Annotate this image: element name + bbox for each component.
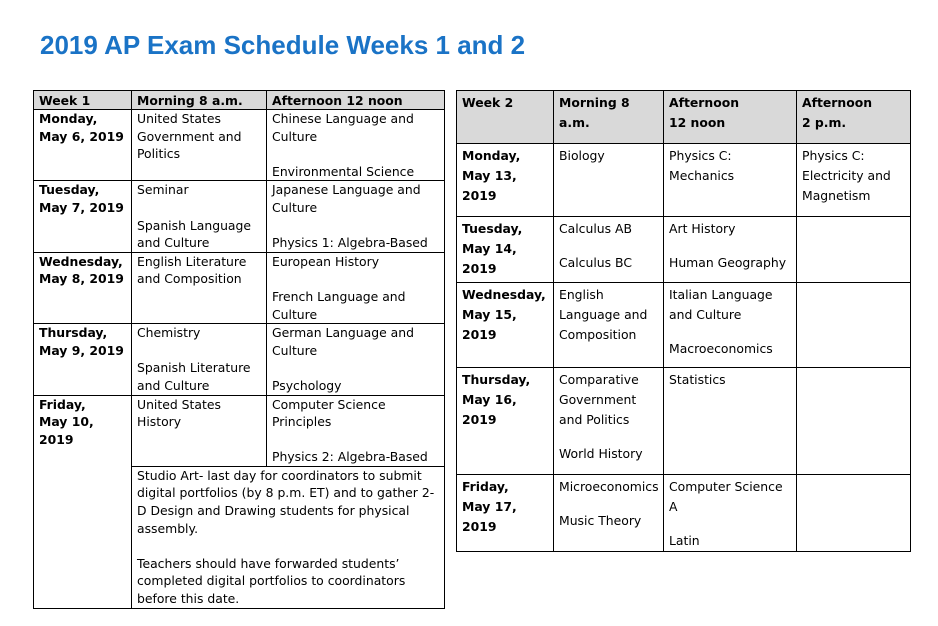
exam-name: Computer Science Principles (272, 396, 386, 430)
afternoon-cell (267, 181, 445, 252)
morning-cell (554, 475, 664, 552)
note-text: Studio Art- last day for coordinators to submit digital portfolios (by 8 p.m. ET) and to gather 2-D Design and Drawing students for physical assembly. (137, 467, 435, 536)
exam-name: Statistics (669, 372, 726, 387)
day-label: Tuesday, (39, 182, 100, 198)
day-cell (34, 395, 132, 608)
pm-cell (797, 283, 911, 368)
date-label: May 14, 2019 (462, 241, 517, 276)
exam-name: Calculus AB (559, 221, 633, 236)
day-cell (457, 475, 554, 552)
week2-header-noon (664, 91, 797, 144)
day-cell (34, 110, 132, 181)
noon-cell (664, 475, 797, 552)
exam-name: Latin (669, 533, 700, 548)
table-row (457, 144, 911, 217)
exam-name: World History (559, 446, 643, 461)
exam-name: French Language and Culture (272, 288, 406, 322)
noon-cell (664, 144, 797, 217)
header-line: 2 p.m. (802, 115, 847, 130)
exam-name: Calculus BC (559, 255, 632, 270)
table-row (34, 395, 445, 466)
exam-name: Music Theory (559, 513, 642, 528)
day-cell (457, 283, 554, 368)
noon-cell (664, 368, 797, 475)
afternoon-cell (267, 110, 445, 181)
day-cell (34, 324, 132, 395)
exam-name: Physics 1: Algebra-Based (272, 235, 428, 251)
exam-name: Macroeconomics (669, 341, 773, 356)
exam-name: German Language and Culture (272, 325, 414, 358)
table-row (457, 217, 911, 283)
day-label: Wednesday, (462, 287, 546, 302)
table-row (457, 283, 911, 368)
exam-name: Biology (559, 148, 605, 163)
exam-name: United States History (137, 396, 221, 430)
morning-cell (554, 144, 664, 217)
page-title: 2019 AP Exam Schedule Weeks 1 and 2 (40, 30, 526, 60)
exam-name: Comparative Government and Politics (559, 372, 639, 427)
exam-name: Psychology (272, 377, 342, 393)
date-label: May 7, 2019 (39, 199, 124, 215)
date-label: May 16, 2019 (462, 392, 517, 427)
afternoon-cell (267, 324, 445, 395)
table-row (34, 252, 445, 323)
week1-header-afternoon: Afternoon 12 noon (267, 91, 445, 110)
exam-name: Human Geography (669, 255, 787, 270)
header-line: Afternoon (802, 95, 873, 110)
exam-name: Microeconomics (559, 479, 659, 494)
day-cell (34, 252, 132, 323)
exam-name: Italian Language and Culture (669, 287, 773, 322)
exam-name: Chinese Language and Culture (272, 111, 414, 144)
exam-name: Computer Science A (669, 479, 783, 514)
morning-cell (132, 395, 267, 466)
morning-cell (554, 217, 664, 283)
exam-name: Chemistry (137, 325, 201, 341)
morning-cell (132, 110, 267, 181)
pm-cell (797, 144, 911, 217)
pm-cell (797, 217, 911, 283)
table-row (457, 368, 911, 475)
day-label: Thursday, (39, 325, 108, 341)
morning-cell (132, 324, 267, 395)
week2-header-row (457, 91, 911, 144)
date-label: May 13, 2019 (462, 168, 517, 203)
morning-cell (554, 283, 664, 368)
morning-cell (554, 368, 664, 475)
day-label: Tuesday, (462, 221, 523, 236)
morning-cell (132, 181, 267, 252)
noon-cell (664, 217, 797, 283)
afternoon-cell (267, 395, 445, 466)
day-label: Monday, (462, 148, 521, 163)
date-label: May 8, 2019 (39, 271, 124, 287)
exam-name: Art History (669, 221, 736, 236)
morning-cell (132, 252, 267, 323)
exam-name: European History (272, 253, 380, 269)
header-line: Afternoon (669, 95, 740, 110)
week2-header-week: Week 2 (457, 91, 554, 144)
exam-name: Japanese Language and Culture (272, 182, 421, 215)
header-line: 12 noon (669, 115, 726, 130)
exam-name: Physics C: Mechanics (669, 148, 735, 183)
date-label: May 15, 2019 (462, 307, 517, 342)
exam-name: Seminar (137, 182, 189, 198)
exam-name: Physics C: Electricity and Magnetism (802, 148, 891, 203)
day-label: Friday, (39, 396, 86, 412)
pm-cell (797, 475, 911, 552)
table-row (457, 475, 911, 552)
table-row (34, 324, 445, 395)
exam-name: Environmental Science (272, 163, 415, 179)
exam-name: Spanish Literature and Culture (137, 360, 251, 393)
week2-header-2pm (797, 91, 911, 144)
table-row (34, 110, 445, 181)
studio-art-note (132, 466, 445, 608)
exam-name: United States Government and Politics (137, 111, 242, 162)
day-label: Thursday, (462, 372, 531, 387)
week1-header-morning: Morning 8 a.m. (132, 91, 267, 110)
day-cell (457, 217, 554, 283)
week1-header-week: Week 1 (34, 91, 132, 110)
exam-name: English Language and Composition (559, 287, 648, 342)
day-label: Monday, (39, 111, 98, 126)
afternoon-cell (267, 252, 445, 323)
table-row (34, 181, 445, 252)
date-label: May 10, 2019 (39, 414, 94, 447)
exam-name: English Literature and Composition (137, 253, 247, 287)
exam-name: Spanish Language and Culture (137, 217, 252, 251)
date-label: May 6, 2019 (39, 128, 124, 144)
week2-header-morning: Morning 8 a.m. (554, 91, 664, 144)
day-cell (457, 144, 554, 217)
date-label: May 9, 2019 (39, 342, 124, 358)
week1-header-row (34, 91, 445, 110)
day-label: Friday, (462, 479, 509, 494)
day-label: Wednesday, (39, 253, 123, 269)
pm-cell (797, 368, 911, 475)
day-cell (34, 181, 132, 252)
week2-table (456, 90, 911, 552)
noon-cell (664, 283, 797, 368)
day-cell (457, 368, 554, 475)
note-text: Teachers should have forwarded students’ completed digital portfolios to coordinators before this date. (137, 555, 406, 607)
date-label: May 17, 2019 (462, 499, 517, 534)
exam-name: Physics 2: Algebra-Based (272, 449, 428, 465)
week1-table (33, 90, 445, 609)
